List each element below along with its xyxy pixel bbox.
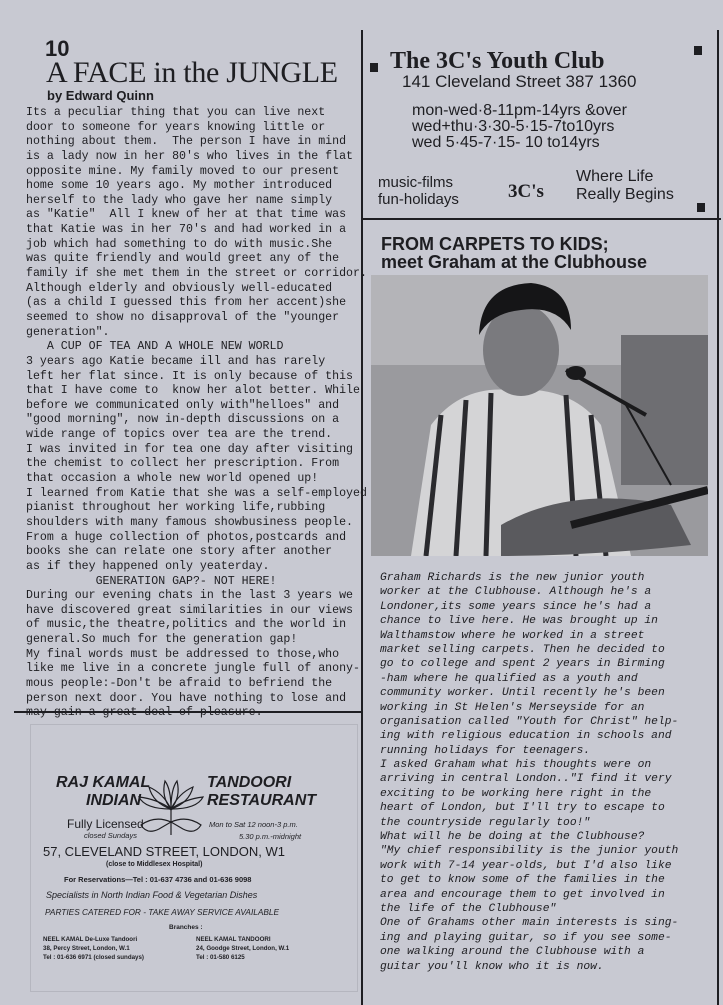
article2-body bbox=[380, 571, 678, 974]
text-line: the life of the Clubhouse" bbox=[380, 902, 557, 915]
restaurant-address: 57, CLEVELAND STREET, LONDON, W1 bbox=[43, 844, 286, 859]
text-line: -ham where he qualified as a youth and bbox=[380, 672, 638, 685]
restaurant-name-left-1: RAJ KAMAL bbox=[56, 774, 151, 791]
bullet-square-icon bbox=[694, 46, 702, 55]
youth-club-logo: 3C's bbox=[508, 181, 544, 202]
text-line: working in St Helen's Merseyside for an bbox=[380, 701, 645, 714]
restaurant-name-left-2: INDIAN bbox=[86, 792, 142, 809]
restaurant-name-right-2: RESTAURANT bbox=[207, 792, 317, 809]
text-line: is a lady now in her 80's who lives in the flat bbox=[26, 149, 353, 163]
text-line: seemed to show no disapproval of the "younger bbox=[26, 310, 340, 324]
headline-line: meet Graham at the Clubhouse bbox=[381, 252, 648, 272]
youth-club-hours: wed 5·45-7·15- 10 to14yrs bbox=[412, 134, 600, 151]
text-line: Although elderly and obviously well-educated bbox=[26, 281, 333, 295]
text-line: 3 years ago Katie became ill and has rarely bbox=[26, 354, 326, 368]
text-line: the chemist to collect her prescription. From bbox=[26, 457, 340, 471]
text-line: (as a child I guessed this from her accent)she bbox=[26, 296, 347, 310]
text-line: to get to know some of the families in the bbox=[380, 874, 665, 887]
text-line: home some 10 years ago. My mother introduced bbox=[26, 179, 333, 193]
opening-hours: Mon to Sat 12 noon-3 p.m. bbox=[209, 820, 298, 829]
text-line: go to college and spent 2 years in Birming bbox=[380, 658, 665, 671]
restaurant-name-right-1: TANDOORI bbox=[207, 774, 292, 791]
bullet-square-icon bbox=[697, 203, 705, 212]
licensed-label: Fully Licensed bbox=[67, 817, 144, 831]
text-line: heart of London, but I'll try to escape to bbox=[380, 802, 665, 815]
branch-line: Tel : 01-636 6971 (closed sundays) bbox=[43, 954, 144, 961]
text-line: What will he be doing at the Clubhouse? bbox=[380, 831, 645, 844]
text-line: general.So much for the generation gap! bbox=[26, 633, 298, 647]
youth-club-hours: wed+thu·3·30-5·15-7to10yrs bbox=[412, 118, 615, 135]
slogan-line: Where Life bbox=[576, 168, 654, 185]
text-line: During our evening chats in the last 3 years we bbox=[26, 589, 353, 603]
text-line: Graham Richards is the new junior youth bbox=[380, 572, 645, 584]
text-line: one walking around the Clubhouse with a bbox=[380, 946, 645, 959]
parties-takeaway: PARTIES CATERED FOR - TAKE AWAY SERVICE AVAILABLE bbox=[45, 907, 280, 917]
reservations-phone: For Reservations—Tel : 01-637 4736 and 01-636 9098 bbox=[64, 875, 252, 884]
text-line: arriving in central London.."I find it very bbox=[380, 773, 672, 786]
article-byline: by Edward Quinn bbox=[47, 88, 154, 103]
branches-label: Branches : bbox=[169, 924, 203, 931]
branch-line: NEEL KAMAL De-Luxe Tandoori bbox=[43, 936, 138, 943]
text-line: exciting to be working here right in the bbox=[380, 787, 652, 800]
branch-line: 38, Percy Street, London, W.1 bbox=[43, 945, 130, 952]
text-line: opposite mine. My family moved to our present bbox=[26, 164, 340, 178]
text-line: books she can relate one story after another bbox=[26, 545, 333, 559]
text-line: left her flat since. It is only because of this bbox=[26, 369, 353, 383]
text-line: A CUP OF TEA AND A WHOLE NEW WORLD bbox=[26, 340, 284, 354]
text-line: generation". bbox=[26, 325, 110, 339]
text-line: From a huge collection of photos,postcards and bbox=[26, 530, 347, 544]
text-line: worker at the Clubhouse. Although he's a bbox=[380, 586, 652, 599]
branch-2 bbox=[196, 935, 289, 962]
text-line: Londoner,its some years since he's had a bbox=[380, 600, 652, 613]
bullet-square-icon bbox=[370, 63, 378, 72]
photo-graham-singing-guitar bbox=[371, 275, 708, 556]
text-line: ing and playing guitar, so if you see some- bbox=[380, 931, 672, 944]
text-line: community worker. Until recently he's been bbox=[380, 687, 665, 700]
text-line: that Katie was in her 70's and had worked in a bbox=[26, 223, 347, 237]
text-line: like me live in a concrete jungle full of anony- bbox=[26, 662, 360, 676]
text-line: nothing about them. The person I have in mind bbox=[26, 135, 347, 149]
restaurant-advert bbox=[30, 724, 358, 992]
page-number: 10 bbox=[45, 36, 70, 61]
text-line: work with 7-14 year-olds, but I'd also like bbox=[380, 859, 672, 872]
text-line: shoulders with many famous showbusiness people. bbox=[26, 515, 353, 529]
youth-club-title: The 3C's Youth Club bbox=[390, 48, 605, 74]
specialities: Specialists in North Indian Food & Vegetarian Dishes bbox=[46, 890, 258, 900]
activity-line: fun-holidays bbox=[378, 191, 459, 208]
text-line: the countryside regularly too!" bbox=[380, 816, 591, 829]
text-line: Walthamstow where he worked in a street bbox=[380, 629, 645, 642]
headline-line: FROM CARPETS TO KIDS; bbox=[381, 234, 609, 254]
text-line: before we communicated only with"helloes" and bbox=[26, 398, 340, 412]
slogan-line: Really Begins bbox=[576, 186, 674, 203]
text-line: have discovered great similarities in our views bbox=[26, 603, 353, 617]
text-line: GENERATION GAP?- NOT HERE! bbox=[26, 574, 277, 588]
article2-headline bbox=[381, 235, 647, 271]
text-line: market selling carpets. Then he decided to bbox=[380, 643, 665, 656]
right-section-divider bbox=[363, 218, 721, 220]
text-line: area and encourage them to get involved in bbox=[380, 888, 665, 901]
text-line: Its a peculiar thing that you can live next bbox=[26, 106, 326, 119]
text-line: wide range of topics over tea are the trend. bbox=[26, 428, 333, 442]
text-line: I learned from Katie that she was a self-employed bbox=[26, 486, 367, 500]
text-line: of music,the theatre,politics and the world in bbox=[26, 618, 347, 632]
text-line: as "Katie" All I knew of her at that time was bbox=[26, 208, 347, 222]
text-line: that I have come to know her alot better. While bbox=[26, 384, 360, 398]
text-line: door to someone for years knowing little or bbox=[26, 120, 326, 134]
text-line: guitar you'll know who it is now. bbox=[380, 960, 604, 973]
text-line: may gain a great deal of pleasure. bbox=[26, 706, 263, 720]
branch-line: Tel : 01-580 6125 bbox=[196, 954, 245, 961]
branch-line: NEEL KAMAL TANDOORI bbox=[196, 936, 271, 943]
text-line: ing with religious education in schools and bbox=[380, 730, 672, 743]
branch-1 bbox=[43, 935, 144, 962]
youth-club-activities bbox=[378, 174, 459, 208]
youth-club-hours: mon-wed·8-11pm-14yrs &over bbox=[412, 102, 627, 119]
text-line: I asked Graham what his thoughts were on bbox=[380, 759, 652, 772]
text-line: I was invited in for tea one day after visiting bbox=[26, 442, 353, 456]
text-line: organisation called "Youth for Christ" help- bbox=[380, 715, 679, 728]
text-line: One of Grahams other main interests is sing- bbox=[380, 917, 679, 930]
text-line: was quite friendly and would greet any of the bbox=[26, 252, 340, 266]
text-line: family if she met them in the street or corridor. bbox=[26, 267, 367, 281]
youth-club-slogan bbox=[576, 168, 674, 204]
text-line: My final words must be addressed to those,who bbox=[26, 647, 340, 661]
text-line: that occasion a whole new world opened up! bbox=[26, 472, 319, 486]
text-line: mous people:-Don't be afraid to befriend the bbox=[26, 676, 333, 690]
article-headline: A FACE in the JUNGLE bbox=[46, 56, 338, 89]
right-border bbox=[717, 30, 719, 1005]
text-line: running holidays for teenagers. bbox=[380, 744, 591, 757]
text-line: pianist throughout her working life,rubbing bbox=[26, 501, 326, 515]
text-line: herself to the lady who gave her name simply bbox=[26, 193, 333, 207]
text-line: "My chief responsibility is the junior youth bbox=[380, 845, 679, 858]
text-line: "good morning", now in-depth discussions on a bbox=[26, 413, 340, 427]
text-line: job which had something to do with music.She bbox=[26, 237, 333, 251]
opening-hours: 5.30 p.m.-midnight bbox=[239, 832, 302, 841]
closed-label: closed Sundays bbox=[84, 831, 137, 840]
text-line: person next door. You have nothing to lose and bbox=[26, 691, 347, 705]
lotus-flower-icon bbox=[135, 777, 207, 837]
branch-line: 24, Goodge Street, London, W.1 bbox=[196, 945, 290, 952]
text-line: chance to live here. He was brought up in bbox=[380, 615, 658, 628]
article-body bbox=[26, 106, 367, 721]
activity-line: music-films bbox=[378, 174, 453, 191]
text-line: as if they happened only yeaterday. bbox=[26, 559, 270, 573]
youth-club-address: 141 Cleveland Street 387 1360 bbox=[402, 72, 637, 91]
near-hospital: (close to Middlesex Hospital) bbox=[106, 861, 203, 868]
